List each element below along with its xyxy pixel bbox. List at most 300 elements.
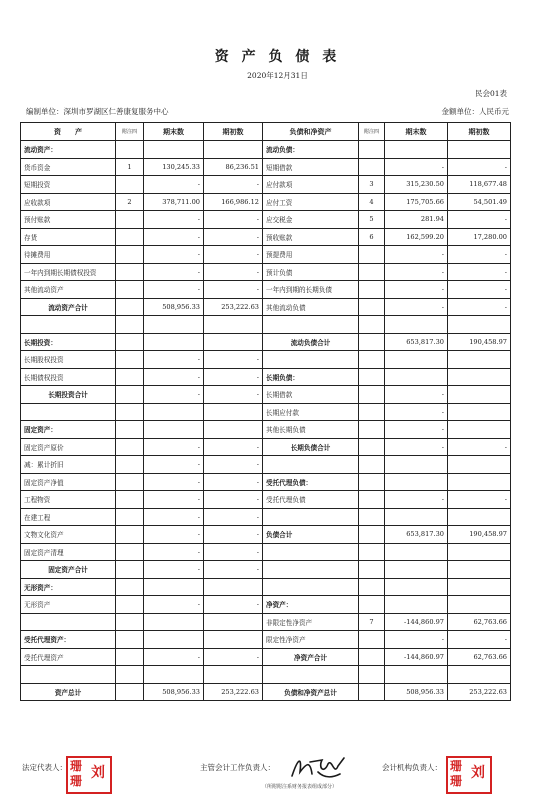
liability-end-value — [385, 508, 448, 526]
asset-note — [116, 281, 144, 299]
asset-note — [116, 666, 144, 684]
table-row — [21, 543, 511, 561]
liability-note — [359, 683, 385, 701]
asset-begin-value — [204, 613, 263, 631]
liability-name: 其他流动负债 — [263, 298, 359, 316]
asset-name — [21, 613, 116, 631]
liability-note — [359, 351, 385, 369]
asset-name: 应收款项 — [21, 193, 116, 211]
table-row — [21, 438, 511, 456]
liability-begin-value: - — [448, 631, 511, 649]
asset-end-value: - — [144, 473, 204, 491]
asset-note — [116, 491, 144, 509]
header-begin: 期初数 — [448, 123, 511, 141]
asset-name: 固定资产清理 — [21, 543, 116, 561]
asset-begin-value: - — [204, 246, 263, 264]
seal-char: 刘 — [91, 765, 105, 781]
asset-name: 长期投资合计 — [21, 386, 116, 404]
reporting-unit: 编制单位：深圳市罗湖区仁善康复服务中心 — [26, 107, 169, 116]
liability-note — [359, 298, 385, 316]
asset-begin-value: - — [204, 648, 263, 666]
asset-name: 其他流动资产 — [21, 281, 116, 299]
liability-begin-value: - — [448, 211, 511, 229]
asset-begin-value: - — [204, 491, 263, 509]
asset-name: 存货 — [21, 228, 116, 246]
header-note: 附注四 — [359, 123, 385, 141]
liability-note — [359, 421, 385, 439]
asset-name: 减：累计折旧 — [21, 456, 116, 474]
liability-note — [359, 473, 385, 491]
liability-end-value: - — [385, 158, 448, 176]
asset-name: 文物文化资产 — [21, 526, 116, 544]
liability-note: 4 — [359, 193, 385, 211]
liability-note — [359, 368, 385, 386]
liability-end-value — [385, 543, 448, 561]
table-row — [21, 473, 511, 491]
asset-note: 1 — [116, 158, 144, 176]
asset-begin-value: - — [204, 543, 263, 561]
liability-name: 负债合计 — [263, 526, 359, 544]
asset-note — [116, 368, 144, 386]
asset-end-value: - — [144, 351, 204, 369]
asset-name: 资产总计 — [21, 683, 116, 701]
asset-begin-value: - — [204, 561, 263, 579]
balance-sheet-table — [20, 122, 511, 701]
table-row — [21, 351, 511, 369]
accounting-supervisor-label: 主管会计工作负责人： — [200, 763, 275, 772]
asset-end-value: - — [144, 211, 204, 229]
asset-name: 短期投资 — [21, 176, 116, 194]
liability-end-value: - — [385, 386, 448, 404]
asset-note — [116, 596, 144, 614]
asset-end-value: - — [144, 281, 204, 299]
liability-name: 非限定性净资产 — [263, 613, 359, 631]
asset-name — [21, 666, 116, 684]
asset-end-value — [144, 333, 204, 351]
accounting-head-label: 会计机构负责人： — [382, 763, 442, 772]
table-row — [21, 648, 511, 666]
asset-begin-value — [204, 631, 263, 649]
asset-note — [116, 631, 144, 649]
legal-representative-seal — [66, 756, 112, 794]
liability-end-value: - — [385, 491, 448, 509]
header-liability: 负债和净资产 — [263, 123, 359, 141]
table-row — [21, 421, 511, 439]
liability-end-value — [385, 561, 448, 579]
table-row — [21, 141, 511, 159]
liability-begin-value: - — [448, 158, 511, 176]
liability-name — [263, 316, 359, 334]
seal-char: 珊 — [70, 759, 83, 773]
asset-end-value — [144, 578, 204, 596]
liability-note — [359, 281, 385, 299]
asset-name: 长期投资： — [21, 333, 116, 351]
asset-end-value: - — [144, 526, 204, 544]
liability-note — [359, 386, 385, 404]
asset-end-value: - — [144, 456, 204, 474]
liability-end-value — [385, 596, 448, 614]
asset-end-value: - — [144, 508, 204, 526]
liability-name — [263, 508, 359, 526]
asset-note — [116, 438, 144, 456]
asset-end-value: - — [144, 543, 204, 561]
liability-name: 长期借款 — [263, 386, 359, 404]
asset-name: 固定资产净值 — [21, 473, 116, 491]
table-row — [21, 631, 511, 649]
liability-note — [359, 631, 385, 649]
liability-end-value: -144,860.97 — [385, 613, 448, 631]
table-row — [21, 193, 511, 211]
asset-note — [116, 543, 144, 561]
asset-note — [116, 228, 144, 246]
asset-note — [116, 421, 144, 439]
table-row — [21, 683, 511, 701]
liability-end-value: - — [385, 281, 448, 299]
asset-note — [116, 176, 144, 194]
liability-note — [359, 596, 385, 614]
liability-note — [359, 666, 385, 684]
accounting-head-seal — [446, 756, 492, 794]
liability-begin-value: - — [448, 246, 511, 264]
liability-name: 受托代理负债 — [263, 491, 359, 509]
asset-end-value: - — [144, 648, 204, 666]
liability-begin-value: 253,222.63 — [448, 683, 511, 701]
asset-name: 长期股权投资 — [21, 351, 116, 369]
liability-begin-value — [448, 666, 511, 684]
liability-end-value: - — [385, 631, 448, 649]
table-row — [21, 158, 511, 176]
asset-note — [116, 141, 144, 159]
asset-name: 无形资产 — [21, 596, 116, 614]
asset-end-value: 378,711.00 — [144, 193, 204, 211]
asset-end-value: - — [144, 246, 204, 264]
asset-note — [116, 316, 144, 334]
liability-name — [263, 666, 359, 684]
liability-end-value — [385, 351, 448, 369]
liability-end-value — [385, 316, 448, 334]
table-row — [21, 456, 511, 474]
asset-begin-value: - — [204, 281, 263, 299]
liability-note — [359, 141, 385, 159]
header-note: 附注四 — [116, 123, 144, 141]
asset-note — [116, 263, 144, 281]
liability-name: 长期负债： — [263, 368, 359, 386]
asset-end-value: 130,245.33 — [144, 158, 204, 176]
asset-begin-value: 86,236.51 — [204, 158, 263, 176]
asset-begin-value — [204, 421, 263, 439]
asset-begin-value: - — [204, 473, 263, 491]
liability-begin-value — [448, 578, 511, 596]
liability-note — [359, 438, 385, 456]
asset-end-value — [144, 141, 204, 159]
liability-begin-value — [448, 368, 511, 386]
liability-begin-value — [448, 141, 511, 159]
asset-name: 一年内到期长期债权投资 — [21, 263, 116, 281]
liability-note: 6 — [359, 228, 385, 246]
liability-begin-value: 190,458.97 — [448, 526, 511, 544]
header-end: 期末数 — [385, 123, 448, 141]
table-row — [21, 578, 511, 596]
asset-begin-value: - — [204, 526, 263, 544]
asset-begin-value: - — [204, 438, 263, 456]
handwritten-signature — [288, 752, 348, 784]
liability-begin-value: - — [448, 438, 511, 456]
table-row — [21, 211, 511, 229]
liability-name: 应付工资 — [263, 193, 359, 211]
asset-note — [116, 648, 144, 666]
asset-begin-value: - — [204, 351, 263, 369]
asset-begin-value: 166,986.12 — [204, 193, 263, 211]
table-row — [21, 386, 511, 404]
asset-name: 在建工程 — [21, 508, 116, 526]
liability-name: 短期借款 — [263, 158, 359, 176]
liability-end-value: - — [385, 421, 448, 439]
asset-note — [116, 246, 144, 264]
liability-end-value: 315,230.50 — [385, 176, 448, 194]
asset-note — [116, 578, 144, 596]
asset-end-value — [144, 613, 204, 631]
table-row — [21, 316, 511, 334]
table-row — [21, 403, 511, 421]
asset-end-value — [144, 631, 204, 649]
asset-name: 待摊费用 — [21, 246, 116, 264]
liability-end-value: -144,860.97 — [385, 648, 448, 666]
asset-note — [116, 333, 144, 351]
liability-note — [359, 263, 385, 281]
currency-unit: 金额单位：人民币元 — [441, 107, 509, 116]
liability-note: 5 — [359, 211, 385, 229]
asset-note — [116, 561, 144, 579]
asset-note — [116, 456, 144, 474]
table-row — [21, 613, 511, 631]
asset-note — [116, 613, 144, 631]
asset-begin-value: - — [204, 176, 263, 194]
asset-note — [116, 403, 144, 421]
liability-note — [359, 561, 385, 579]
liability-name — [263, 578, 359, 596]
asset-end-value: - — [144, 491, 204, 509]
liability-name: 长期应付款 — [263, 403, 359, 421]
asset-name: 工程物资 — [21, 491, 116, 509]
asset-begin-value: - — [204, 211, 263, 229]
asset-name: 固定资产合计 — [21, 561, 116, 579]
liability-note — [359, 526, 385, 544]
liability-begin-value — [448, 473, 511, 491]
liability-begin-value: 190,458.97 — [448, 333, 511, 351]
asset-begin-value — [204, 666, 263, 684]
liability-end-value — [385, 456, 448, 474]
asset-name — [21, 316, 116, 334]
asset-note — [116, 683, 144, 701]
asset-name: 固定资产原价 — [21, 438, 116, 456]
liability-begin-value — [448, 403, 511, 421]
table-row — [21, 491, 511, 509]
asset-note — [116, 351, 144, 369]
liability-begin-value — [448, 421, 511, 439]
table-row — [21, 298, 511, 316]
liability-begin-value — [448, 543, 511, 561]
asset-end-value: - — [144, 386, 204, 404]
liability-name: 应付款项 — [263, 176, 359, 194]
asset-name: 货币资金 — [21, 158, 116, 176]
header-asset: 资 产 — [21, 123, 116, 141]
liability-note — [359, 246, 385, 264]
asset-begin-value: - — [204, 386, 263, 404]
asset-name: 无形资产： — [21, 578, 116, 596]
liability-name — [263, 561, 359, 579]
asset-begin-value: - — [204, 456, 263, 474]
liability-begin-value — [448, 561, 511, 579]
liability-end-value — [385, 368, 448, 386]
liability-name: 预收账款 — [263, 228, 359, 246]
liability-end-value: 508,956.33 — [385, 683, 448, 701]
liability-name: 负债和净资产总计 — [263, 683, 359, 701]
asset-begin-value: - — [204, 596, 263, 614]
asset-begin-value — [204, 403, 263, 421]
asset-end-value — [144, 403, 204, 421]
asset-end-value: 508,956.33 — [144, 683, 204, 701]
liability-begin-value: 62,763.66 — [448, 648, 511, 666]
asset-begin-value — [204, 578, 263, 596]
liability-name: 净资产： — [263, 596, 359, 614]
liability-name: 净资产合计 — [263, 648, 359, 666]
liability-name: 流动负债合计 — [263, 333, 359, 351]
liability-begin-value: 62,763.66 — [448, 613, 511, 631]
asset-begin-value: 253,222.63 — [204, 683, 263, 701]
liability-note — [359, 158, 385, 176]
liability-name — [263, 456, 359, 474]
asset-begin-value — [204, 316, 263, 334]
asset-name: 流动资产合计 — [21, 298, 116, 316]
liability-begin-value — [448, 596, 511, 614]
asset-name: 流动资产： — [21, 141, 116, 159]
liability-begin-value: 118,677.48 — [448, 176, 511, 194]
table-row — [21, 176, 511, 194]
liability-note — [359, 403, 385, 421]
liability-end-value: - — [385, 263, 448, 281]
liability-name: 限定性净资产 — [263, 631, 359, 649]
asset-begin-value: - — [204, 508, 263, 526]
asset-end-value: 508,956.33 — [144, 298, 204, 316]
table-row — [21, 666, 511, 684]
liability-note — [359, 508, 385, 526]
header-begin: 期初数 — [204, 123, 263, 141]
asset-begin-value — [204, 141, 263, 159]
table-row — [21, 333, 511, 351]
liability-note — [359, 543, 385, 561]
asset-note — [116, 386, 144, 404]
liability-begin-value: - — [448, 263, 511, 281]
liability-name: 受托代理负债： — [263, 473, 359, 491]
asset-name: 预付账款 — [21, 211, 116, 229]
asset-end-value: - — [144, 176, 204, 194]
report-date: 2020年12月31日 — [247, 71, 308, 80]
liability-name — [263, 351, 359, 369]
liability-note: 3 — [359, 176, 385, 194]
asset-name: 受托代理资产： — [21, 631, 116, 649]
asset-end-value: - — [144, 228, 204, 246]
asset-end-value: - — [144, 596, 204, 614]
liability-begin-value — [448, 351, 511, 369]
asset-end-value — [144, 666, 204, 684]
liability-name: 预提费用 — [263, 246, 359, 264]
table-row — [21, 228, 511, 246]
liability-end-value — [385, 141, 448, 159]
liability-note — [359, 491, 385, 509]
liability-name: 流动负债： — [263, 141, 359, 159]
asset-note — [116, 211, 144, 229]
footer-note: （所附附注系财务报表组成部分） — [262, 784, 338, 790]
seal-char: 珊 — [70, 774, 83, 788]
asset-name: 固定资产： — [21, 421, 116, 439]
table-row — [21, 561, 511, 579]
liability-begin-value: - — [448, 281, 511, 299]
asset-begin-value: - — [204, 263, 263, 281]
asset-note — [116, 526, 144, 544]
liability-begin-value — [448, 508, 511, 526]
asset-begin-value: - — [204, 368, 263, 386]
table-row — [21, 508, 511, 526]
liability-begin-value: - — [448, 491, 511, 509]
table-row — [21, 246, 511, 264]
table-row — [21, 526, 511, 544]
asset-note — [116, 298, 144, 316]
table-row — [21, 263, 511, 281]
asset-end-value: - — [144, 561, 204, 579]
asset-begin-value: - — [204, 228, 263, 246]
liability-end-value: 653,817.30 — [385, 526, 448, 544]
liability-note: 7 — [359, 613, 385, 631]
asset-name: 受托代理资产 — [21, 648, 116, 666]
form-code: 民会01表 — [474, 89, 507, 98]
legal-representative-label: 法定代表人： — [22, 763, 67, 772]
liability-name: 其他长期负债 — [263, 421, 359, 439]
liability-begin-value: 17,280.00 — [448, 228, 511, 246]
liability-end-value: 653,817.30 — [385, 333, 448, 351]
liability-note — [359, 648, 385, 666]
liability-end-value — [385, 473, 448, 491]
page-title: 资 产 负 债 表 — [214, 49, 341, 65]
liability-note — [359, 456, 385, 474]
asset-end-value — [144, 316, 204, 334]
asset-name: 长期债权投资 — [21, 368, 116, 386]
liability-end-value: 281.94 — [385, 211, 448, 229]
liability-end-value: 175,705.66 — [385, 193, 448, 211]
asset-end-value — [144, 421, 204, 439]
seal-char: 珊 — [450, 774, 463, 788]
seal-char: 珊 — [450, 759, 463, 773]
table-row — [21, 281, 511, 299]
asset-note — [116, 473, 144, 491]
liability-end-value — [385, 666, 448, 684]
asset-end-value: - — [144, 438, 204, 456]
liability-end-value — [385, 578, 448, 596]
liability-end-value: - — [385, 298, 448, 316]
liability-begin-value: 54,501.49 — [448, 193, 511, 211]
asset-note: 2 — [116, 193, 144, 211]
liability-name: 预计负债 — [263, 263, 359, 281]
table-header-row — [21, 123, 511, 141]
table-row — [21, 368, 511, 386]
liability-end-value: - — [385, 403, 448, 421]
asset-name — [21, 403, 116, 421]
liability-begin-value — [448, 456, 511, 474]
seal-char: 刘 — [471, 765, 485, 781]
asset-note — [116, 508, 144, 526]
table-row — [21, 596, 511, 614]
asset-begin-value: 253,222.63 — [204, 298, 263, 316]
liability-note — [359, 578, 385, 596]
